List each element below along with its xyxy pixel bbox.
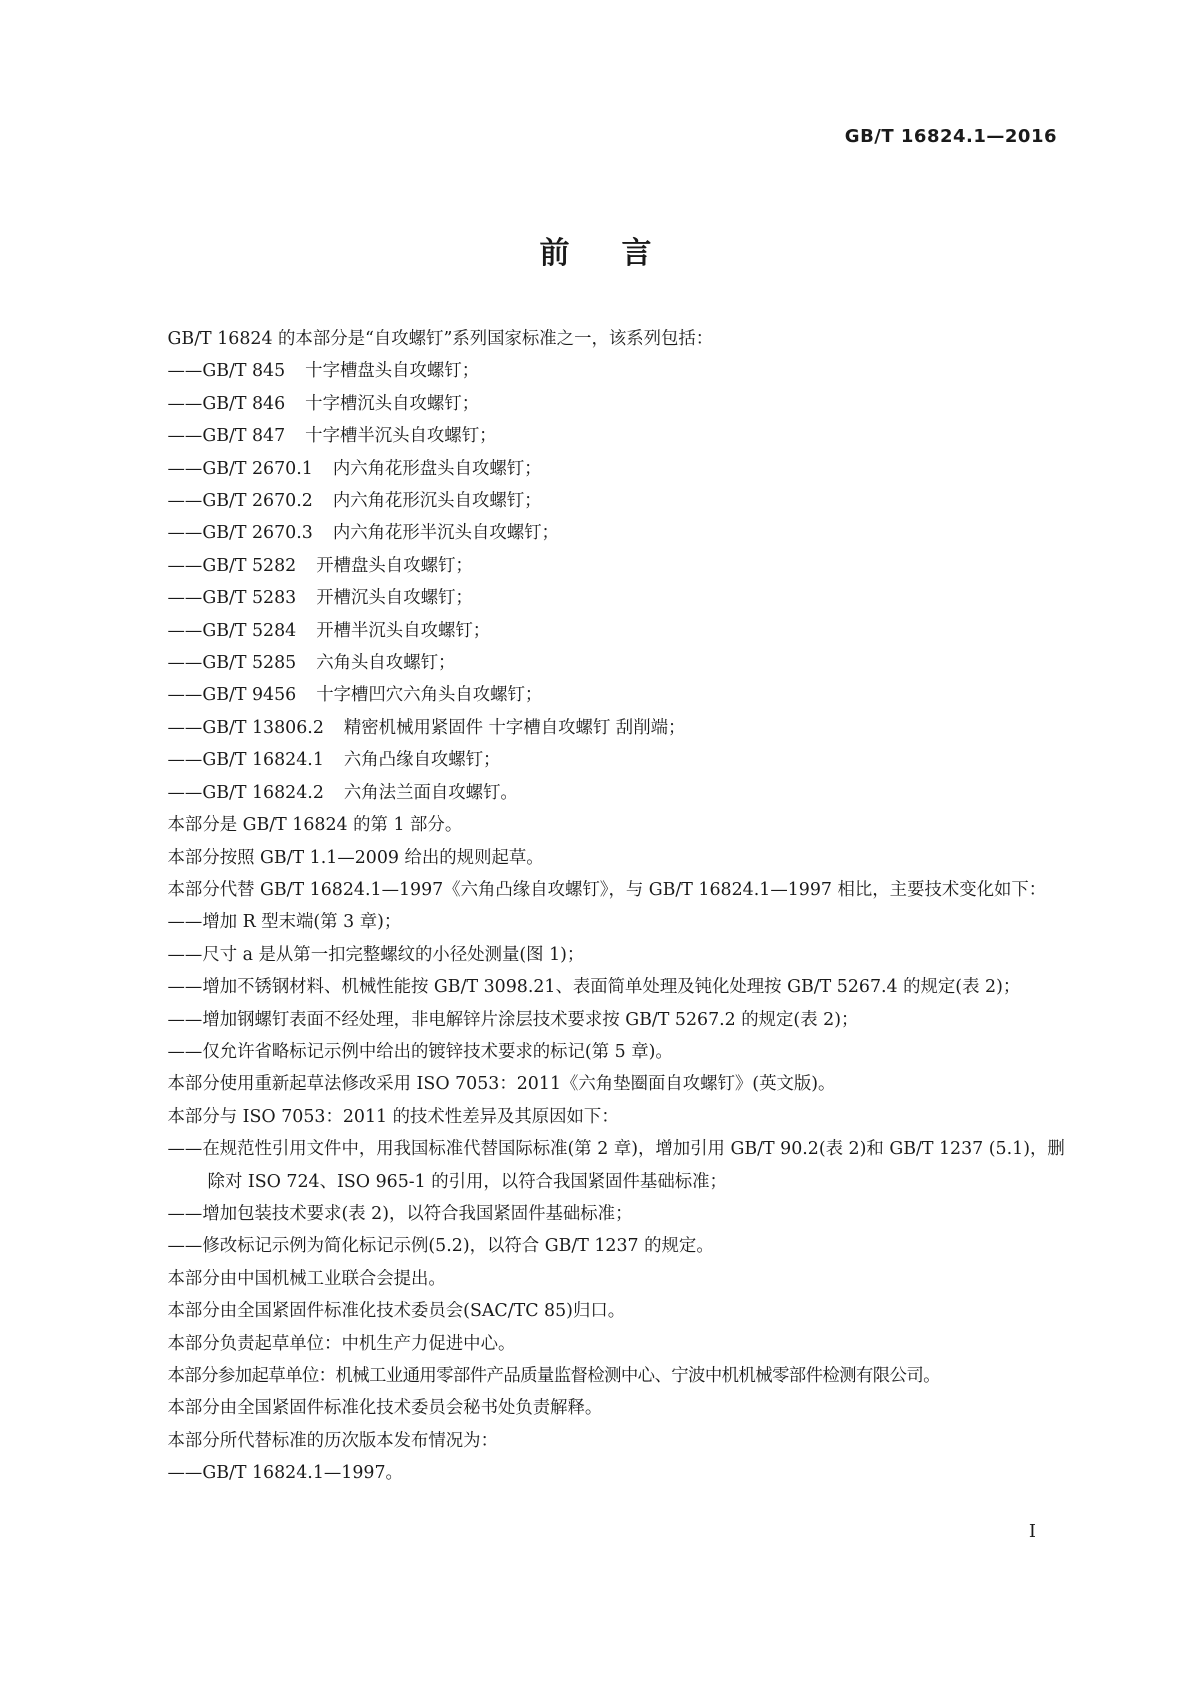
- list-item: [131, 712, 1067, 744]
- series-name: 十字槽沉头自攻螺钉；: [305, 393, 480, 414]
- series-name: 精密机械用紧固件 十字槽自攻螺钉 刮削端；: [343, 717, 686, 738]
- changes-list: [131, 906, 1067, 1068]
- page-title: 前言: [539, 236, 704, 271]
- list-item: [131, 744, 1067, 776]
- standard-code: GB/T 16824.1—2016: [844, 126, 1057, 147]
- list-item: [131, 679, 1067, 711]
- series-name: 六角法兰面自攻螺钉。: [343, 782, 518, 803]
- series-name: 十字槽半沉头自攻螺钉；: [305, 426, 497, 447]
- list-item: [131, 777, 1067, 809]
- list-item: ——尺寸 a 是从第一扣完整螺纹的小径处测量(图 1)；: [167, 944, 585, 965]
- series-code: ——GB/T 846: [167, 393, 286, 414]
- series-name: 十字槽盘头自攻螺钉；: [305, 361, 480, 382]
- list-item: [131, 388, 1067, 420]
- series-code: ——GB/T 845: [167, 361, 286, 382]
- list-item: [131, 550, 1067, 582]
- closing-paragraph: 本部分由中国机械工业联合会提出。: [167, 1268, 446, 1289]
- series-list: [131, 355, 1067, 809]
- series-name: 内六角花形盘头自攻螺钉；: [332, 458, 542, 479]
- closing-paragraph: 本部分由全国紧固件标准化技术委员会秘书处负责解释。: [167, 1398, 603, 1419]
- series-code: ——GB/T 13806.2: [167, 717, 324, 738]
- document-body: [131, 323, 1067, 1490]
- list-item: [131, 517, 1067, 549]
- list-item: ——增加不锈钢材料、机械性能按 GB/T 3098.21、表面简单处理及钝化处理按 GB/T 5267.4 的规定(表 2)；: [167, 977, 1021, 998]
- closing-paragraph: 本部分由全国紧固件标准化技术委员会(SAC/TC 85)归口。: [167, 1301, 626, 1322]
- part-statement: 本部分是 GB/T 16824 的第 1 部分。: [167, 815, 463, 836]
- list-item: [131, 453, 1067, 485]
- iso-adoption: 本部分使用重新起草法修改采用 ISO 7053：2011《六角垫圈面自攻螺钉》(英文版)。: [167, 1074, 836, 1095]
- series-name: 开槽半沉头自攻螺钉；: [316, 620, 491, 641]
- series-code: ——GB/T 5283: [167, 588, 297, 609]
- list-item: [131, 647, 1067, 679]
- list-item: [131, 485, 1067, 517]
- replaces-paragraph: 本部分代替 GB/T 16824.1—1997《六角凸缘自攻螺钉》，与 GB/T 16824.1—1997 相比，主要技术变化如下：: [167, 879, 1047, 900]
- drafting-rules: 本部分按照 GB/T 1.1—2009 给出的规则起草。: [167, 847, 544, 868]
- series-name: 六角凸缘自攻螺钉；: [343, 750, 501, 771]
- closing-paragraph: 本部分所代替标准的历次版本发布情况为：: [167, 1430, 498, 1451]
- list-item: ——增加包装技术要求(表 2)，以符合我国紧固件基础标准；: [167, 1203, 633, 1224]
- list-item: ——增加 R 型末端(第 3 章)；: [167, 912, 402, 933]
- closing-paragraph: 本部分负责起草单位：中机生产力促进中心。: [167, 1333, 516, 1354]
- list-item: ——仅允许省略标记示例中给出的镀锌技术要求的标记(第 5 章)。: [167, 1041, 673, 1062]
- list-item: [131, 420, 1067, 452]
- series-code: ——GB/T 2670.2: [167, 491, 313, 512]
- list-item: ——修改标记示例为简化标记示例(5.2)，以符合 GB/T 1237 的规定。: [167, 1236, 714, 1257]
- series-code: ——GB/T 2670.3: [167, 523, 313, 544]
- series-name: 十字槽凹穴六角头自攻螺钉；: [316, 685, 543, 706]
- series-code: ——GB/T 16824.2: [167, 782, 324, 803]
- series-code: ——GB/T 847: [167, 426, 286, 447]
- series-name: 开槽盘头自攻螺钉；: [316, 555, 473, 576]
- series-name: 内六角花形沉头自攻螺钉；: [332, 491, 542, 512]
- iso-differences-intro: 本部分与 ISO 7053：2011 的技术性差异及其原因如下：: [167, 1106, 619, 1127]
- series-name: 内六角花形半沉头自攻螺钉；: [332, 523, 559, 544]
- iso-differences-list: [131, 1133, 1067, 1263]
- series-code: ——GB/T 5285: [167, 653, 297, 674]
- page-number: I: [1028, 1521, 1036, 1542]
- list-item: ——GB/T 16824.1—1997。: [167, 1463, 403, 1484]
- series-code: ——GB/T 16824.1: [167, 750, 324, 771]
- series-name: 开槽沉头自攻螺钉；: [316, 588, 473, 609]
- series-code: ——GB/T 5282: [167, 555, 297, 576]
- series-name: 六角头自攻螺钉；: [316, 653, 456, 674]
- closing-paragraph: 本部分参加起草单位：机械工业通用零部件产品质量监督检测中心、宁波中机机械零部件检测有限公司。: [167, 1366, 940, 1386]
- list-item: [131, 582, 1067, 614]
- list-item: [131, 355, 1067, 387]
- series-code: ——GB/T 5284: [167, 620, 297, 641]
- series-code: ——GB/T 2670.1: [167, 458, 313, 479]
- series-code: ——GB/T 9456: [167, 685, 297, 706]
- intro-paragraph: GB/T 16824 的本部分是“自攻螺钉”系列国家标准之一，该系列包括：: [167, 329, 714, 349]
- list-item: [131, 615, 1067, 647]
- history-list: [131, 1457, 1067, 1489]
- list-item: ——增加钢螺钉表面不经处理，非电解锌片涂层技术要求按 GB/T 5267.2 的规定(表 2)；: [167, 1009, 859, 1030]
- list-item: ——在规范性引用文件中，用我国标准代替国际标准(第 2 章)，增加引用 GB/T 90.2(表 2)和 GB/T 1237 (5.1)，删除对 ISO 724、ISO 965-1 的引用，以符合我国紧固件基础标准；: [167, 1139, 1065, 1192]
